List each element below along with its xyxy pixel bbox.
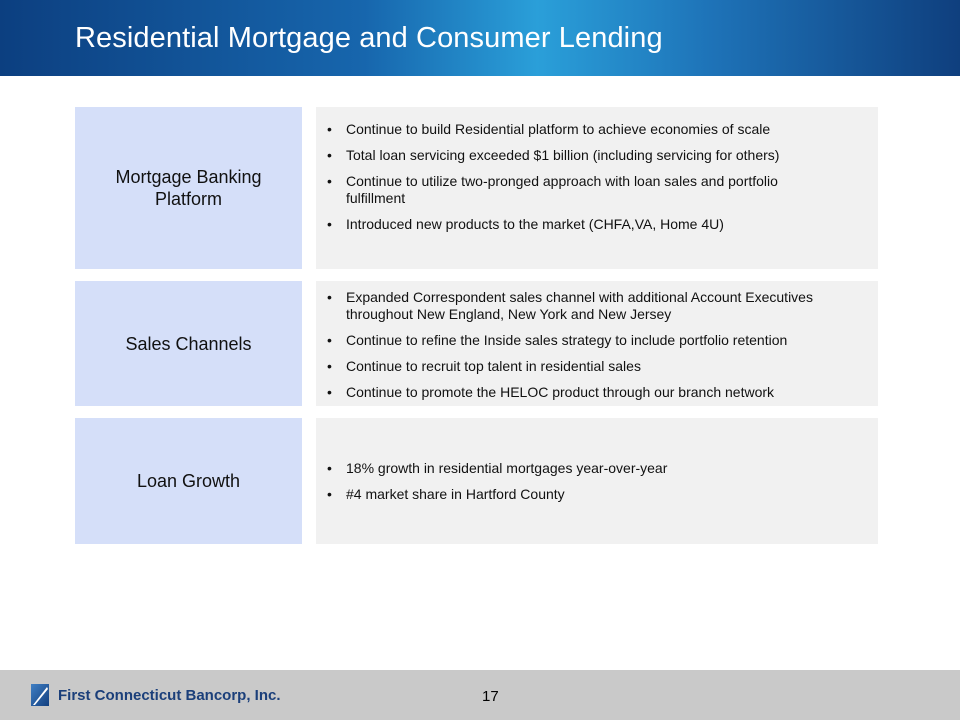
list-item <box>325 358 838 375</box>
page-title: Residential Mortgage and Consumer Lending <box>75 22 663 54</box>
bullet-text: Total loan servicing exceeded $1 billion (including servicing for others) <box>346 147 780 163</box>
bullet-text: #4 market share in Hartford County <box>346 486 565 502</box>
list-item <box>325 486 838 503</box>
bullet-text: Continue to build Residential platform to achieve economies of scale <box>346 121 771 137</box>
bullet-icon: • <box>327 121 332 137</box>
bank-logo-icon <box>31 684 49 706</box>
bullet-icon: • <box>327 384 332 400</box>
bullet-text: Continue to utilize two-pronged approach with loan sales and portfolio fulfillment <box>346 173 778 206</box>
title-banner <box>0 0 960 76</box>
section-sales-channels <box>75 281 878 406</box>
section-content <box>316 418 878 544</box>
list-item <box>325 173 838 207</box>
list-item <box>325 332 838 349</box>
bullet-icon: • <box>327 289 332 305</box>
section-label: Mortgage Banking Platform <box>75 107 302 269</box>
page-number: 17 <box>482 688 499 705</box>
bullet-icon: • <box>327 460 332 476</box>
list-item <box>325 216 838 233</box>
section-label: Sales Channels <box>75 281 302 406</box>
list-item <box>325 121 838 138</box>
section-mortgage-banking <box>75 107 878 269</box>
bullet-text: Continue to refine the Inside sales strategy to include portfolio retention <box>346 332 788 348</box>
section-label: Loan Growth <box>75 418 302 544</box>
list-item <box>325 289 838 323</box>
bullet-text: Continue to recruit top talent in residential sales <box>346 358 641 374</box>
section-content <box>316 107 878 269</box>
section-content <box>316 281 878 406</box>
list-item <box>325 384 838 401</box>
bullet-list <box>325 460 838 512</box>
bullet-icon: • <box>327 216 332 232</box>
bullet-text: Introduced new products to the market (CHFA,VA, Home 4U) <box>346 216 724 232</box>
bullet-list <box>325 121 838 242</box>
bullet-text: Expanded Correspondent sales channel with additional Account Executives throughout New England, New York and New Jersey <box>346 289 813 322</box>
bullet-icon: • <box>327 147 332 163</box>
bullet-icon: • <box>327 486 332 502</box>
company-name: First Connecticut Bancorp, Inc. <box>58 687 281 704</box>
bullet-icon: • <box>327 173 332 189</box>
bullet-text: 18% growth in residential mortgages year-over-year <box>346 460 668 476</box>
section-loan-growth <box>75 418 878 544</box>
bullet-icon: • <box>327 358 332 374</box>
list-item <box>325 147 838 164</box>
footer-bar <box>0 670 960 720</box>
bullet-list <box>325 289 838 410</box>
list-item <box>325 460 838 477</box>
bullet-text: Continue to promote the HELOC product through our branch network <box>346 384 775 400</box>
bullet-icon: • <box>327 332 332 348</box>
